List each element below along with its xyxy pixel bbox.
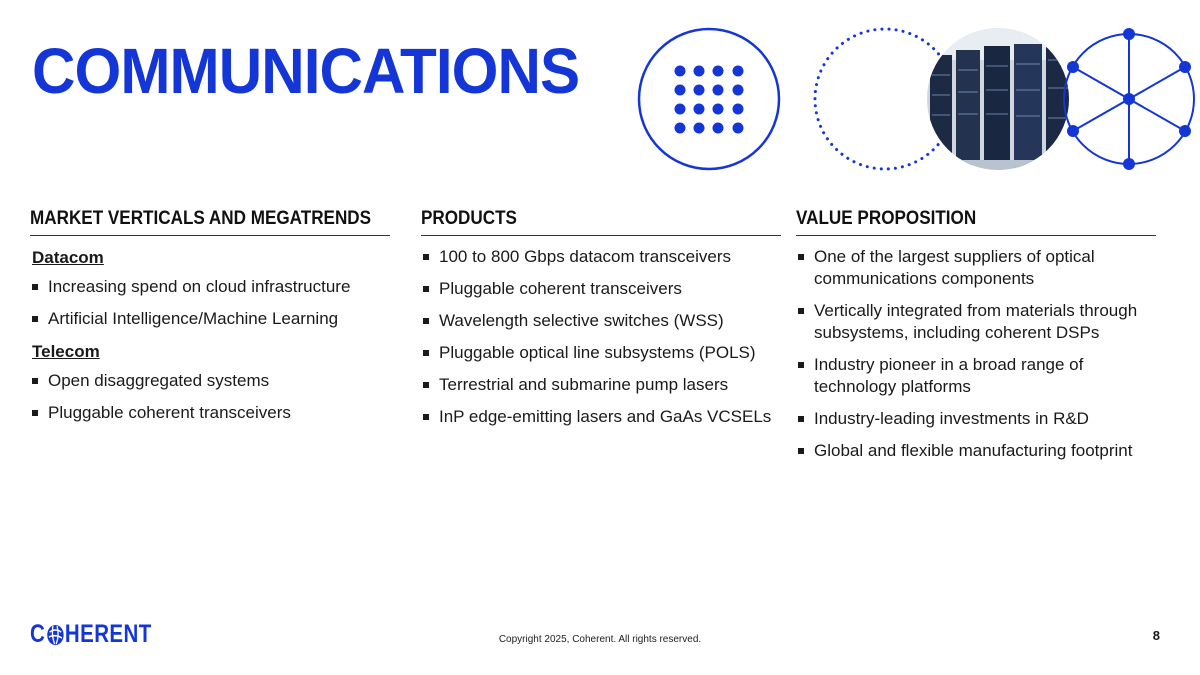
- logo-text-right: HERENT: [64, 620, 152, 648]
- datacom-label: Datacom: [32, 248, 104, 267]
- products-column: [421, 208, 781, 438]
- list-item: Pluggable optical line subsystems (POLS): [421, 342, 781, 364]
- list-item: Industry pioneer in a broad range of technology platforms: [796, 354, 1156, 398]
- value-proposition-header: VALUE PROPOSITION: [796, 208, 977, 229]
- value-list: [796, 246, 1156, 462]
- datacom-list: [30, 276, 390, 330]
- list-item: 100 to 800 Gbps datacom transceivers: [421, 246, 781, 268]
- list-item: Wavelength selective switches (WSS): [421, 310, 781, 332]
- list-item: Pluggable coherent transceivers: [30, 402, 390, 424]
- list-item: Increasing spend on cloud infrastructure: [30, 276, 390, 298]
- telecom-label: Telecom: [32, 342, 100, 361]
- logo-text-left: C: [30, 620, 46, 648]
- products-header: PRODUCTS: [421, 208, 517, 229]
- dot-grid-circle-graphic: [639, 29, 779, 169]
- list-item: Terrestrial and submarine pump lasers: [421, 374, 781, 396]
- telecom-list: [30, 370, 390, 424]
- value-proposition-column: [796, 208, 1156, 472]
- list-item: Vertically integrated from materials through subsystems, including coherent DSPs: [796, 300, 1156, 344]
- list-item: Pluggable coherent transceivers: [421, 278, 781, 300]
- header-decoration: [600, 0, 1200, 190]
- list-item: Open disaggregated systems: [30, 370, 390, 392]
- list-item: InP edge-emitting lasers and GaAs VCSELs: [421, 406, 781, 428]
- page-title: COMMUNICATIONS: [32, 35, 580, 107]
- page-number: 8: [1152, 628, 1160, 643]
- market-verticals-column: [30, 208, 390, 434]
- list-item: Artificial Intelligence/Machine Learning: [30, 308, 390, 330]
- products-list: [421, 246, 781, 428]
- market-verticals-header: MARKET VERTICALS AND MEGATRENDS: [30, 208, 372, 229]
- list-item: Global and flexible manufacturing footprint: [796, 440, 1156, 462]
- list-item: One of the largest suppliers of optical communications components: [796, 246, 1156, 290]
- copyright-text: Copyright 2025, Coherent. All rights reserved.: [498, 634, 702, 645]
- list-item: Industry-leading investments in R&D: [796, 408, 1156, 430]
- data-center-photo: [920, 20, 1080, 180]
